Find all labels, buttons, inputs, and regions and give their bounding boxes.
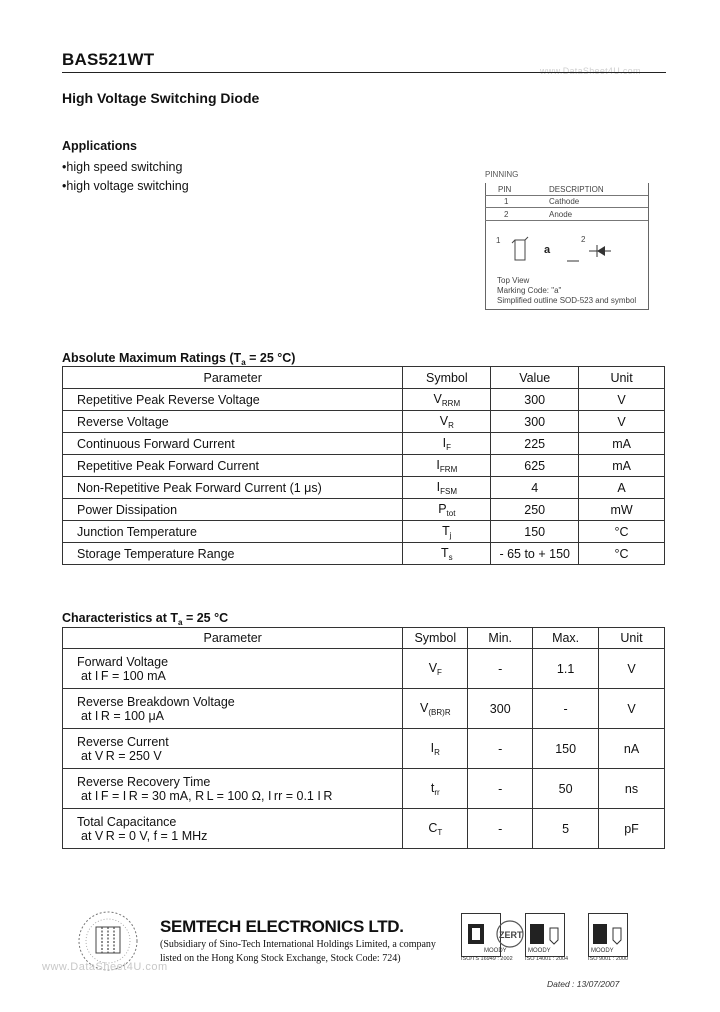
max-cell: 50 <box>533 769 599 809</box>
symbol-base: P <box>438 501 447 516</box>
param-cell <box>63 809 403 849</box>
param-cell: Repetitive Peak Reverse Voltage <box>63 389 403 411</box>
symbol-subscript: R <box>448 420 454 430</box>
pinning-note: Simplified outline SOD-523 and symbol <box>497 296 637 305</box>
param-cell: Continuous Forward Current <box>63 433 403 455</box>
column-header: Unit <box>599 628 665 649</box>
unit-cell: ns <box>599 769 665 809</box>
watermark-bottom: www.DataSheet4U.com <box>42 961 168 973</box>
value-cell: 225 <box>491 433 579 455</box>
column-header: Parameter <box>63 367 403 389</box>
param-cell <box>63 649 403 689</box>
unit-cell: A <box>579 477 665 499</box>
param-name: Reverse Recovery Time <box>77 774 211 789</box>
pin-divider <box>485 207 648 208</box>
symbol-cell <box>403 455 491 477</box>
symbol-cell <box>403 433 491 455</box>
zert-logo-icon <box>495 915 525 953</box>
pin-col-header: PIN <box>498 185 512 194</box>
test-condition: at V R = 0 V, f = 1 MHz <box>81 828 208 843</box>
pin1-label: 1 <box>496 236 501 245</box>
unit-cell: mW <box>579 499 665 521</box>
column-header: Max. <box>533 628 599 649</box>
table-row <box>63 521 665 543</box>
symbol-base: I <box>430 740 435 755</box>
symbol-subscript: j <box>449 530 452 540</box>
unit-cell: V <box>579 411 665 433</box>
max-cell: 150 <box>533 729 599 769</box>
svg-text:MOODY: MOODY <box>591 948 614 954</box>
column-header: Symbol <box>403 628 468 649</box>
applications-list <box>62 158 189 196</box>
package-outline-icon <box>511 237 533 263</box>
max-cell: 1.1 <box>533 649 599 689</box>
value-cell: 300 <box>491 389 579 411</box>
subsidiary-line: (Subsidiary of Sino-Tech International Holdings Limited, a company <box>160 939 436 950</box>
column-header: Symbol <box>403 367 491 389</box>
heading-text: Absolute Maximum Ratings (T <box>62 351 242 365</box>
param-name: Reverse Breakdown Voltage <box>77 694 235 709</box>
symbol-base: V <box>420 700 429 715</box>
param-cell: Power Dissipation <box>63 499 403 521</box>
table-row <box>63 689 665 729</box>
unit-cell: V <box>599 689 665 729</box>
symbol-cell <box>403 389 491 411</box>
symbol-subscript: R <box>434 747 440 757</box>
symbol-base: T <box>441 545 449 560</box>
test-condition: at V R = 250 V <box>81 748 162 763</box>
value-cell: 250 <box>491 499 579 521</box>
symbol-cell <box>403 543 491 565</box>
symbol-base: I <box>436 479 441 494</box>
heading-text: = 25 °C) <box>245 351 296 365</box>
unit-cell: V <box>579 389 665 411</box>
unit-cell: nA <box>599 729 665 769</box>
max-cell: - <box>533 689 599 729</box>
pin2-label: 2 <box>581 235 586 244</box>
application-item: • high voltage switching <box>62 177 189 196</box>
param-cell: Repetitive Peak Forward Current <box>63 455 403 477</box>
symbol-base: C <box>428 820 438 835</box>
table-header-row <box>63 628 665 649</box>
symbol-base: t <box>430 780 435 795</box>
symbol-base: V <box>433 391 442 406</box>
unit-cell: °C <box>579 521 665 543</box>
symbol-base: I <box>436 457 440 472</box>
table-row <box>63 769 665 809</box>
test-condition: at I F = I R = 30 mA, R L = 100 Ω, I rr = 0.1 I R <box>81 788 333 803</box>
symbol-base: T <box>442 523 450 538</box>
company-name: SEMTECH ELECTRONICS LTD. <box>160 917 404 936</box>
svg-text:MOODY: MOODY <box>484 948 507 954</box>
symbol-cell <box>403 499 491 521</box>
unit-cell: mA <box>579 433 665 455</box>
symbol-subscript: s <box>448 552 453 562</box>
table-row <box>63 649 665 689</box>
table-row <box>63 477 665 499</box>
test-condition: at I R = 100 μA <box>81 708 165 723</box>
cert-caption: ISO 14001 : 2004 <box>525 956 569 962</box>
symbol-cell <box>403 411 491 433</box>
pin-divider <box>485 195 648 196</box>
table-row <box>63 729 665 769</box>
value-cell: 625 <box>491 455 579 477</box>
table-row <box>63 455 665 477</box>
value-cell: 4 <box>491 477 579 499</box>
symbol-subscript: rr <box>434 787 440 797</box>
column-header: Parameter <box>63 628 403 649</box>
column-header: Min. <box>468 628 533 649</box>
table-row <box>63 499 665 521</box>
table-row <box>63 809 665 849</box>
unit-cell: °C <box>579 543 665 565</box>
heading-text: = 25 °C <box>182 611 229 625</box>
param-cell <box>63 689 403 729</box>
cert-badge-icon <box>588 913 628 957</box>
cert-badge-icon <box>525 913 565 957</box>
pin-divider <box>485 220 648 221</box>
symbol-subscript: (BR)R <box>428 707 451 717</box>
table-row <box>63 411 665 433</box>
table-row <box>63 433 665 455</box>
symbol-base: I <box>442 435 447 450</box>
pinning-box <box>485 183 648 310</box>
symbol-cell <box>403 769 468 809</box>
symbol-cell <box>403 649 468 689</box>
dated-text: Dated : 13/07/2007 <box>547 979 620 989</box>
diode-symbol-icon <box>567 241 617 263</box>
pinning-heading: PINNING <box>485 170 519 179</box>
symbol-cell <box>403 809 468 849</box>
param-name: Total Capacitance <box>77 814 177 829</box>
column-header: Value <box>491 367 579 389</box>
abs-max-table <box>62 366 665 565</box>
pin-number: 1 <box>504 197 509 206</box>
symbol-cell <box>403 521 491 543</box>
max-cell: 5 <box>533 809 599 849</box>
symbol-subscript: FSM <box>440 486 458 496</box>
header-rule <box>62 72 666 73</box>
symbol-cell <box>403 729 468 769</box>
min-cell: - <box>468 809 533 849</box>
symbol-subscript: RRM <box>441 398 461 408</box>
characteristics-table <box>62 627 665 849</box>
pinning-note: Marking Code: "a" <box>497 286 562 295</box>
svg-text:MOODY: MOODY <box>528 948 551 954</box>
table-row <box>63 543 665 565</box>
abs-max-heading <box>62 351 295 367</box>
value-cell: - 65 to + 150 <box>491 543 579 565</box>
application-item: • high speed switching <box>62 158 189 177</box>
symbol-cell <box>403 689 468 729</box>
value-cell: 150 <box>491 521 579 543</box>
unit-cell: V <box>599 649 665 689</box>
param-name: Reverse Current <box>77 734 169 749</box>
param-cell <box>63 729 403 769</box>
pinning-note: Top View <box>497 276 530 285</box>
param-cell: Storage Temperature Range <box>63 543 403 565</box>
applications-heading: Applications <box>62 139 138 153</box>
symbol-base: V <box>428 660 438 675</box>
symbol-subscript: FRM <box>439 464 458 474</box>
heading-text: Characteristics at T <box>62 611 179 625</box>
param-cell: Junction Temperature <box>63 521 403 543</box>
watermark-top: www.DataSheet4U.com <box>540 66 641 76</box>
desc-col-header: DESCRIPTION <box>549 185 604 194</box>
symbol-subscript: T <box>437 827 443 837</box>
min-cell: - <box>468 649 533 689</box>
part-number-title: BAS521WT <box>62 50 155 69</box>
cert-caption: ISO 9001 : 2000 <box>588 956 629 962</box>
marking-code: a <box>544 244 551 256</box>
param-cell: Reverse Voltage <box>63 411 403 433</box>
min-cell: - <box>468 769 533 809</box>
test-condition: at I F = 100 mA <box>81 668 166 683</box>
table-row <box>63 389 665 411</box>
symbol-subscript: F <box>446 442 452 452</box>
pin-description: Cathode <box>549 197 580 206</box>
column-header: Unit <box>579 367 665 389</box>
symbol-subscript: tot <box>446 508 456 518</box>
param-name: Forward Voltage <box>77 654 169 669</box>
pin-number: 2 <box>504 210 509 219</box>
param-cell: Non-Repetitive Peak Forward Current (1 μs) <box>63 477 403 499</box>
value-cell: 300 <box>491 411 579 433</box>
table-header-row <box>63 367 665 389</box>
min-cell: - <box>468 729 533 769</box>
symbol-subscript: F <box>437 667 442 677</box>
symbol-cell <box>403 477 491 499</box>
heading-subscript: a <box>178 618 183 627</box>
unit-cell: mA <box>579 455 665 477</box>
min-cell: 300 <box>468 689 533 729</box>
pin-description: Anode <box>549 210 573 219</box>
unit-cell: pF <box>599 809 665 849</box>
symbol-base: V <box>439 413 449 428</box>
product-subtitle: High Voltage Switching Diode <box>62 90 260 106</box>
heading-subscript: a <box>241 358 246 367</box>
cert-caption: ISO/TS 16949 : 2002 <box>461 956 513 962</box>
subsidiary-line: listed on the Hong Kong Stock Exchange, Stock Code: 724) <box>160 953 401 964</box>
characteristics-heading <box>62 611 228 627</box>
param-cell <box>63 769 403 809</box>
svg-text:ZERT: ZERT <box>499 930 523 940</box>
